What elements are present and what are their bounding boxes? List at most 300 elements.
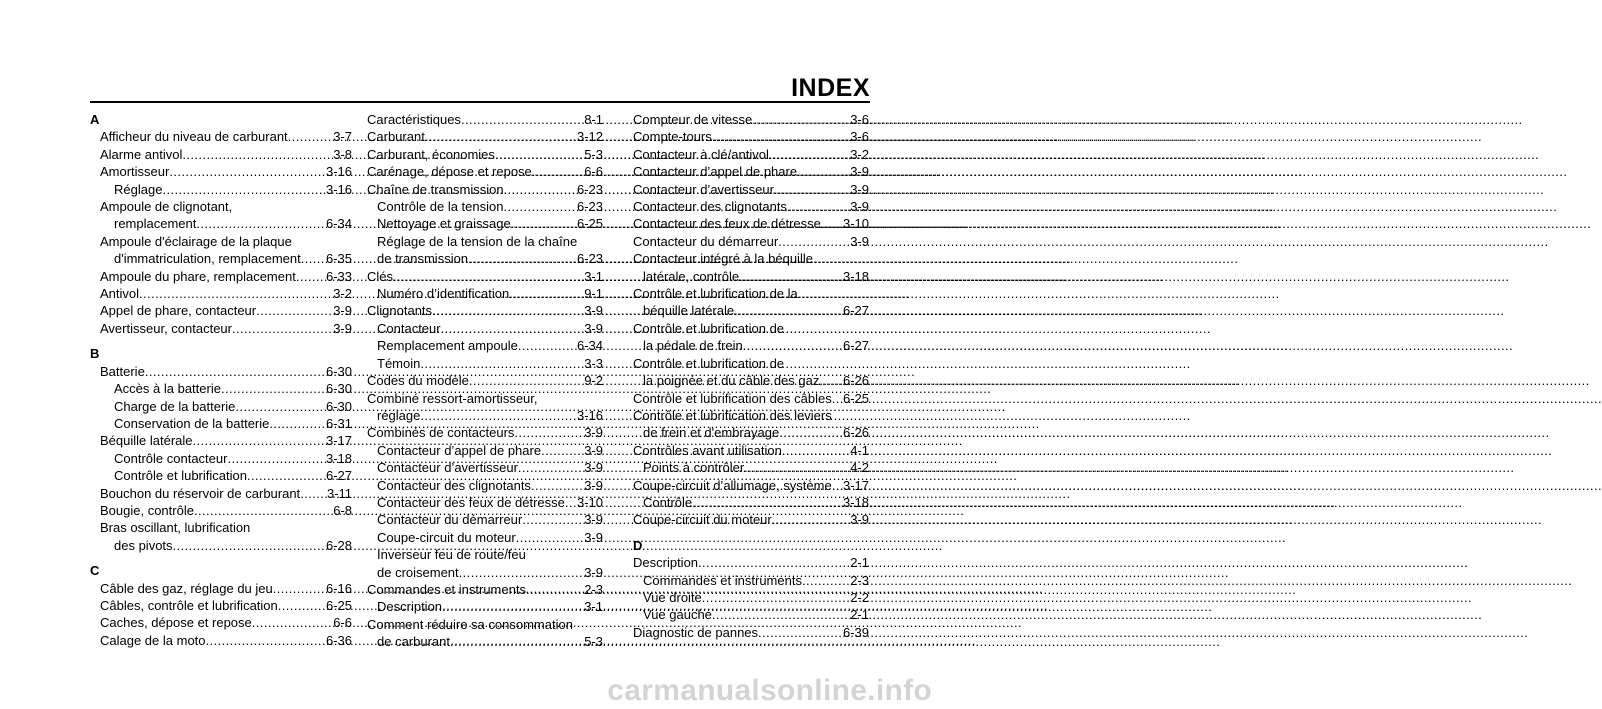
dot-leader [441,320,585,337]
index-entry-page: 9-1 [584,286,603,302]
dot-leader [139,285,333,302]
dot-leader [227,450,326,467]
index-entry-page: 6-28 [325,537,352,553]
index-entry [367,268,603,285]
index-entry [633,390,869,407]
index-entry-text: Description [377,599,443,615]
index-entry-page: 4-1 [850,442,869,458]
index-entry-text: Accès à la batterie [114,381,221,397]
index-entry-text: Coupe-circuit d’allumage, système [633,477,832,493]
section-letter: A [90,112,100,127]
index-entry-text: Contrôle et lubrification de la [633,286,798,302]
index-entry-text: Alarme antivol [100,146,183,162]
index-entry [367,616,603,633]
index-entry-text: Caches, dépose et repose [100,615,252,631]
index-entry-page: 3-1 [584,268,603,284]
index-entry-text: Contrôle [643,494,693,510]
index-entry-page: 3-9 [850,164,869,180]
index-entry-text: Câble des gaz, réglage du jeu [100,580,273,596]
index-entry-text: Contrôles avant utilisation [633,442,782,458]
index-entry-text: Câbles, contrôle et lubrification [100,597,278,613]
index-entry [633,215,869,232]
index-entry-text: Contrôle contacteur [114,450,228,466]
index-entry-text: Caractéristiques [367,112,461,127]
dot-leader [698,554,850,571]
dot-leader [782,442,850,459]
index-entry [633,128,869,145]
index-entry [633,181,869,198]
dot-leader [196,215,326,232]
index-entry-text: la pédale de frein [643,338,743,354]
index-entry-page: 3-17 [842,477,869,493]
index-entry-text: Chaîne de transmission [367,181,504,197]
index-entry-text: Contacteur d’appel de phare [377,442,542,458]
index-entry-text: Compte-tours [633,129,712,145]
index-entry [633,572,869,589]
index-entry [633,355,869,372]
index-entry-text: Ampoule du phare, remplacement [100,268,296,284]
index-entry [367,494,603,511]
index-entry-text: Contacteur à clé/antivol [633,146,769,162]
index-column-3 [633,111,869,641]
index-entry-text: Vue droite [643,589,702,605]
dot-leader [461,111,584,128]
index-entry [90,163,352,180]
index-entry-text: Contacteur du démarreur [377,512,523,528]
dot-leader [256,302,333,319]
index-entry [90,285,352,302]
index-entry-text: Antivol [100,286,140,302]
index-entry-text: Bougie, contrôle [100,502,194,518]
index-entry-text: Points à contrôler [643,460,745,476]
index-entry [633,442,869,459]
dot-leader [393,268,584,285]
index-entry-text: de transmission [377,251,469,267]
index-entry [90,614,352,631]
dot-leader [269,415,326,432]
index-entry-page: 6-16 [325,580,352,596]
index-entry-page: 3-17 [325,433,352,449]
index-entry-page: 3-9 [584,425,603,441]
index-entry [367,407,603,424]
index-entry [90,146,352,163]
index-entry-text: béquille latérale [643,303,735,319]
index-entry-page: 3-9 [584,320,603,336]
dot-leader [169,163,326,180]
index-entry-page: 6-27 [325,468,352,484]
dot-leader [819,372,843,389]
index-entry-text: Compteur de vitesse [633,112,753,127]
index-entry [633,302,869,319]
index-entry-page: 3-9 [850,512,869,528]
index-entry [90,580,352,597]
index-entry [633,494,869,511]
index-entry-page: 3-9 [584,529,603,545]
index-entry-text: Témoin [377,355,421,371]
index-entry [633,146,869,163]
dot-leader [235,398,326,415]
index-entry-page: 3-18 [842,494,869,510]
dot-leader [832,477,843,494]
index-entry-page: 3-9 [850,233,869,249]
index-entry [633,589,869,606]
index-entry-page: 2-2 [850,589,869,605]
index-entry [367,355,603,372]
index-entry [90,450,352,467]
index-entry-text: Coupe-circuit du moteur [377,529,516,545]
dot-leader [301,250,326,267]
dot-leader [509,285,584,302]
dot-leader [300,485,327,502]
index-entry [367,198,603,215]
index-entry-page: 6-26 [842,425,869,441]
dot-leader [450,633,584,650]
index-entry-page: 3-18 [325,450,352,466]
index-entry-text: Combiné ressort-amortisseur, [367,390,538,406]
index-entry-text: Appel de phare, contacteur [100,303,257,319]
index-entry-text: Contacteur d’appel de phare [633,164,798,180]
index-entry-page: 3-9 [584,303,603,319]
index-entry-text: latérale, contrôle [643,268,740,284]
index-entry [367,390,603,407]
index-entry-page: 6-27 [842,303,869,319]
index-entry-page: 3-9 [333,320,352,336]
index-column-1 [90,111,352,649]
index-entry [367,372,603,389]
index-entry-page: 3-9 [333,303,352,319]
index-entry [90,597,352,614]
watermark: carmanualsonline.info [607,674,932,707]
dot-leader [734,302,843,319]
index-entry-text: Remplacement ampoule [377,338,518,354]
index-entry [633,285,869,302]
index-entry-text: Codes du modèle [367,373,469,389]
index-entry [367,442,603,459]
index-entry-page: 6-26 [842,373,869,389]
index-entry [90,302,352,319]
index-entry-page: 2-1 [850,555,869,571]
index-entry-text: Ampoule d'éclairage de la plaque [100,233,292,249]
page-title: INDEX [791,74,870,102]
index-entry [367,546,603,563]
index-entry-page: 6-25 [576,216,603,232]
index-entry-text: Contacteur des feux de détresse [633,216,821,232]
index-entry-text: Carénage, dépose et repose [367,164,532,180]
index-entry [633,624,869,641]
dot-leader [526,581,584,598]
index-entry-text: réglage [377,407,421,423]
dot-leader [565,494,577,511]
index-entry-text: Bras oscillant, lubrification [100,520,251,536]
index-entry-page: 3-18 [842,268,869,284]
index-entry-page: 3-9 [584,460,603,476]
index-entry [633,163,869,180]
index-entry-page: 3-1 [584,599,603,615]
index-entry [367,215,603,232]
index-entry-page: 8-1 [584,112,603,127]
index-entry-text: Réglage de la tension de la chaîne [377,233,578,249]
dot-leader [518,459,584,476]
index-entry-page: 3-10 [842,216,869,232]
dot-leader [712,128,850,145]
index-entry-page: 3-10 [576,494,603,510]
index-entry-text: Contrôle et lubrification [114,468,247,484]
index-entry [633,111,869,128]
title-rule [90,101,870,103]
index-entry-page: 6-34 [576,338,603,354]
index-entry [367,337,603,354]
dot-leader [769,146,850,163]
index-entry [367,633,603,650]
index-entry-text: Contrôle de la tension [377,199,504,215]
index-entry-text: Contacteur intégré à la béquille [633,251,813,267]
dot-leader [532,163,584,180]
index-entry-text: Diagnostic de pannes [633,624,759,640]
dot-leader [531,477,584,494]
dot-leader [232,320,333,337]
index-entry [633,477,869,494]
dot-leader [797,163,850,180]
section-letter: C [90,563,100,579]
dot-leader [469,372,584,389]
index-entry [367,424,603,441]
index-entry-text: Amortisseur [100,164,170,180]
index-entry [90,380,352,397]
dot-leader [779,424,843,441]
index-entry-text: Clés [367,268,394,284]
dot-leader [420,355,584,372]
index-entry [633,372,869,389]
index-entry [90,502,352,519]
index-entry [367,302,603,319]
index-entry-text: Numéro d’identification [377,286,510,302]
index-entry-text: Calage de la moto [100,632,206,648]
index-entry-page: 3-2 [850,146,869,162]
index-entry-text: Ampoule de clignotant, [100,199,233,215]
index-entry [633,606,869,623]
index-entry-page: 6-27 [842,338,869,354]
section-letter: D [633,537,643,553]
index-entry-page: 3-9 [584,442,603,458]
index-entry-text: Conservation de la batterie [114,415,270,431]
index-entry [367,320,603,337]
index-entry [90,485,352,502]
index-entry-text: Carburant [367,129,425,145]
dot-leader [787,198,850,215]
dot-leader [541,442,584,459]
index-entry-text: Vue gauche [643,607,712,623]
index-entry-text: Avertisseur, contacteur [100,320,232,336]
index-entry-page: 6-35 [325,251,352,267]
dot-leader [193,432,326,449]
index-entry [367,477,603,494]
index-entry [90,198,352,215]
dot-leader [182,146,333,163]
dot-leader [206,632,326,649]
index-entry [90,432,352,449]
index-entry-page: 3-6 [850,112,869,127]
index-entry [633,198,869,215]
index-entry [367,529,603,546]
index-entry-text: Combinés de contacteurs [367,425,515,441]
dot-leader [425,128,577,145]
index-entry [90,398,352,415]
index-entry-page: 3-9 [584,512,603,528]
index-entry-text: Inverseur feu de route/feu [377,547,526,563]
dot-leader [712,606,850,623]
index-entry-page: 3-9 [584,477,603,493]
index-entry-page: 3-9 [850,199,869,215]
index-entry-page: 6-23 [576,199,603,215]
index-entry [90,363,352,380]
index-entry-text: Batterie [100,363,145,379]
index-entry-text: Contrôle et lubrification des leviers [633,407,832,423]
index-entry [633,554,869,571]
index-entry [633,268,869,285]
dot-leader [774,181,850,198]
dot-leader [194,502,333,519]
index-entry [367,250,603,267]
index-entry-text: Nettoyage et graissage [377,216,511,232]
dot-leader [495,146,584,163]
dot-leader [821,215,843,232]
dot-leader [273,580,326,597]
index-entry-text: d'immatriculation, remplacement [114,251,301,267]
index-entry-text: Contrôle et lubrification de [633,320,785,336]
dot-leader [739,268,843,285]
index-entry-text: des pivots [114,537,173,553]
index-entry-page: 3-12 [576,129,603,145]
section-letter: B [90,346,100,362]
index-entry-text: Clignotants [367,303,433,319]
index-entry-text: Contrôle et lubrification des câbles [633,390,832,406]
index-entry-text: Contacteur des clignotants [633,199,787,215]
index-entry [90,268,352,285]
index-entry-text: Description [633,555,699,571]
index-entry [90,233,352,250]
dot-leader [743,337,843,354]
index-entry [367,598,603,615]
index-entry-text: de carburant [377,634,450,650]
dot-leader [752,111,850,128]
index-entry-text: Contacteur du démarreur [633,233,779,249]
dot-leader [522,511,584,528]
dot-leader [162,181,326,198]
index-entry-text: Coupe-circuit du moteur [633,512,772,528]
dot-leader [432,302,584,319]
index-entry-page: 3-16 [325,181,352,197]
index-column-2 [367,111,603,651]
index-entry-page: 6-23 [576,181,603,197]
dot-leader [221,380,326,397]
index-entry-page: 6-25 [325,597,352,613]
index-entry-text: Bouchon du réservoir de carburant [100,485,301,501]
index-entry-page: 3-2 [333,286,352,302]
index-entry-page: 6-30 [325,363,352,379]
index-entry [90,181,352,198]
dot-leader [832,390,843,407]
index-entry-text: Contacteur des clignotants [377,477,531,493]
index-entry-text: remplacement [114,216,197,232]
dot-leader [278,597,326,614]
index-entry [90,250,352,267]
index-entry-page: 6-25 [842,390,869,406]
dot-leader [516,529,584,546]
index-entry-text: Comment réduire sa consommation [367,616,573,632]
dot-leader [173,537,326,554]
dot-leader [772,511,850,528]
dot-leader [511,215,577,232]
dot-leader [518,337,577,354]
index-entry-text: Contrôle et lubrification de [633,355,785,371]
index-entry [633,337,869,354]
index-entry-page: 9-2 [584,373,603,389]
index-entry [367,128,603,145]
index-entry [633,233,869,250]
index-entry-page: 6-6 [584,164,603,180]
index-entry-text: de croisement [377,564,459,580]
dot-leader [702,589,850,606]
index-entry-text: la poignée et du câble des gaz [643,373,820,389]
index-entry-page: 6-8 [333,502,352,518]
index-entry [90,632,352,649]
index-entry [90,320,352,337]
index-entry-page: 6-31 [325,415,352,431]
index-entry [367,181,603,198]
index-entry-text: Contacteur [377,320,441,336]
index-entry-page: 6-30 [325,398,352,414]
index-entry-page: 5-3 [584,146,603,162]
index-entry [367,233,603,250]
index-entry-text: Charge de la batterie [114,398,236,414]
index-entry-page: 2-3 [850,572,869,588]
index-entry [367,581,603,598]
dot-leader [692,494,843,511]
index-entry-page: 4-2 [850,460,869,476]
index-entry-page: 3-8 [333,146,352,162]
index-entry [367,111,603,128]
index-entry-page: 3-16 [576,407,603,423]
index-entry [90,537,352,554]
dot-leader [247,467,326,484]
index-entry-page: 6-23 [576,251,603,267]
index-entry-page: 6-30 [325,381,352,397]
index-entry [90,415,352,432]
index-entry [90,519,352,536]
index-entry-text: Contacteur des feux de détresse [377,494,565,510]
index-entry-page: 3-6 [850,129,869,145]
index-entry-page: 3-7 [333,129,352,145]
dot-leader [504,181,577,198]
index-entry [633,424,869,441]
index-entry [367,285,603,302]
index-entry [367,163,603,180]
index-entry [90,467,352,484]
index-entry-text: Contacteur d’avertisseur [633,181,774,197]
index-entry-page: 2-1 [850,607,869,623]
index-entry [367,564,603,581]
dot-leader [442,598,584,615]
index-entry-page: 6-33 [325,268,352,284]
dot-leader [503,198,576,215]
index-entry-page: 6-39 [842,624,869,640]
index-entry-text: de frein et d'embrayage [643,425,780,441]
dot-leader [468,250,577,267]
dot-leader [296,268,326,285]
index-entry [367,146,603,163]
index-entry-page: 3-3 [584,355,603,371]
index-entry-page: 6-34 [325,216,352,232]
